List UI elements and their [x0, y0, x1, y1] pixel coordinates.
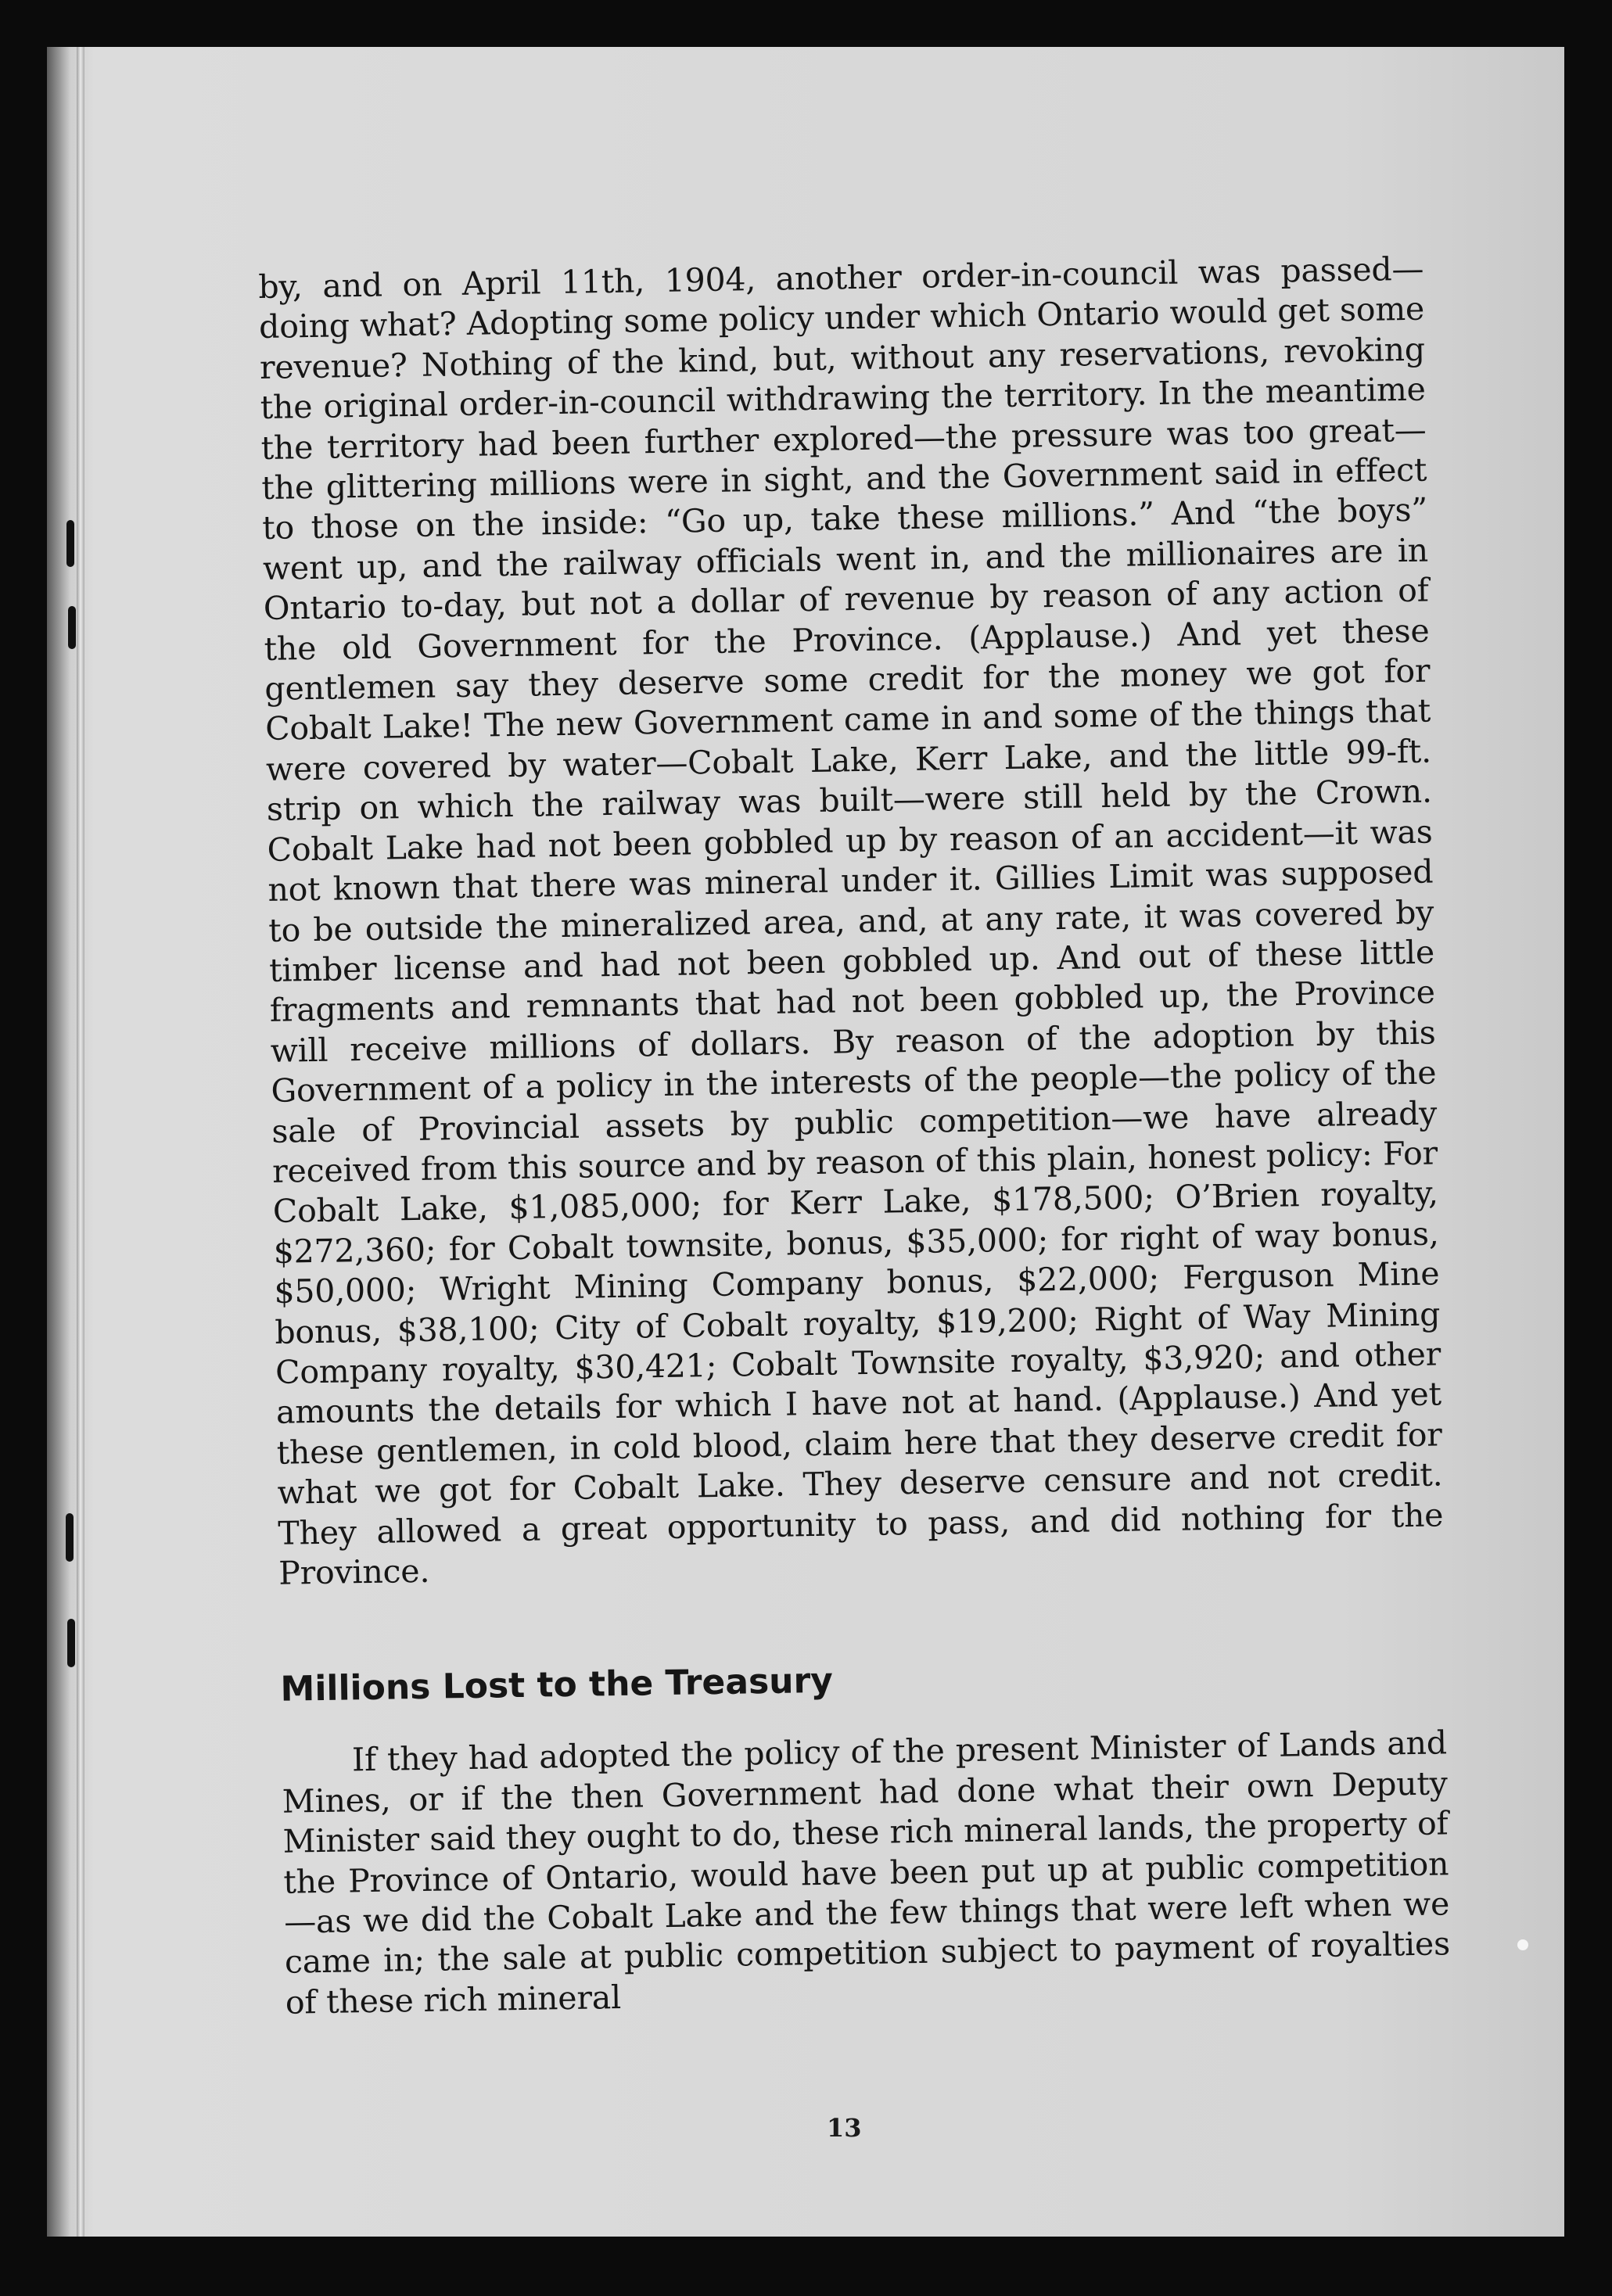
body-text	[258, 249, 1451, 2023]
page-gutter	[77, 47, 84, 2237]
binding-hole-mark	[66, 1513, 74, 1562]
body-paragraph: by, and on April 11th, 1904, another order-in-council was passed—doing what? Adopting some policy under which Ontario would get some revenue? Nothing of the kind, but, without any reservations, revoking the original order-in-council withdrawing the territory. In the meantime the territory had been further explored—the pressure was too great—the glittering millions were in sight, and the Government said in effect to those on the inside: “Go up, take these millions.” And “the boys” went up, and the railway officials went in, and the millionaires are in Ontario to-day, but not a dollar of revenue by reason of any action of the old Government for the Province. (Applause.) And yet these gentlemen say they deserve some credit for the money we got for Cobalt Lake! The new Government came in and some of the things that were covered by water—Cobalt Lake, Kerr Lake, and the little 99-ft. strip on which the railway was built—were still held by the Crown. Cobalt Lake had not been gobbled up by reason of an accident—it was not known that there was mineral under it. Gillies Limit was supposed to be outside the mineralized area, and, at any rate, it was covered by timber license and had not been gobbled up. And out of these little fragments and remnants that had not been gobbled up, the Province will receive millions of dollars. By reason of the adoption by this Government of a policy in the interests of the people—the policy of the sale of Provincial assets by public competition—we have already received from this source and by reason of this plain, honest policy: For Cobalt Lake, $1,085,000; for Kerr Lake, $178,500; O’Brien royalty, $272,360; for Cobalt townsite, bonus, $35,000; for right of way bonus, $50,000; Wright Mining Company bonus, $22,000; Ferguson Mine bonus, $38,100; City of Cobalt royalty, $19,200; Right of Way Mining Company royalty, $30,421; Cobalt Townsite royalty, $3,920; and other amounts the details for which I have not at hand. (Applause.) And yet these gentlemen, in cold blood, claim here that they deserve credit for what we got for Cobalt Lake. They deserve censure and not credit. They allowed a great opportunity to pass, and did nothing for the Province.	[258, 249, 1444, 1592]
document-page	[47, 47, 1564, 2237]
dust-speck	[1517, 1939, 1528, 1950]
section-heading: Millions Lost to the Treasury	[280, 1661, 834, 1710]
binding-hole-mark	[68, 606, 76, 649]
section-paragraph: If they had adopted the policy of the present Minister of Lands and Mines, or if the then Government had done what their own Deputy Minister said they ought to do, these rich mineral lands, the property of the Province of Ontario, would have been put up at public competition—as we did the Cobalt Lake and the few things that were left when we came in; the sale at public competition subject to payment of royalties of these rich mineral	[282, 1724, 1451, 2022]
binding-hole-mark	[66, 520, 74, 567]
page-number: 13	[827, 2113, 862, 2143]
binding-hole-mark	[67, 1619, 75, 1667]
